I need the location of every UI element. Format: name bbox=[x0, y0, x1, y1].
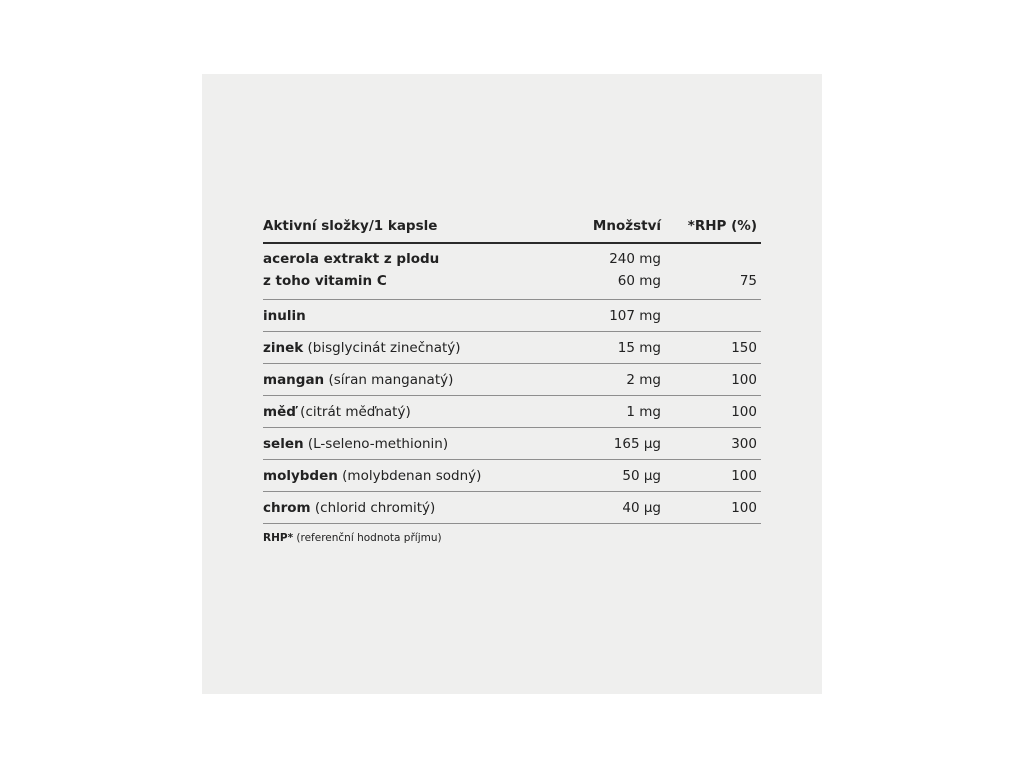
ingredient-rhp: 100 bbox=[731, 468, 757, 484]
table-header-row bbox=[263, 212, 761, 244]
ingredient-rhp: 100 bbox=[731, 404, 757, 420]
ingredient-name: mangan bbox=[263, 372, 325, 388]
ingredient-quantity: 15 mg bbox=[617, 340, 661, 356]
ingredient-subquantity: 60 mg bbox=[617, 273, 661, 289]
ingredient-name: měď bbox=[263, 404, 296, 420]
table-row bbox=[263, 364, 761, 396]
ingredients-table bbox=[263, 212, 761, 544]
footnote-text: (referenční hodnota příjmu) bbox=[293, 532, 442, 544]
ingredient-cell bbox=[263, 468, 481, 484]
ingredient-rhp: 100 bbox=[731, 372, 757, 388]
ingredient-subname: z toho vitamin C bbox=[263, 273, 387, 289]
ingredient-rhp: 150 bbox=[731, 340, 757, 356]
ingredient-quantity: 1 mg bbox=[626, 404, 661, 420]
ingredient-quantity: 165 µg bbox=[613, 436, 661, 452]
ingredient-form: (citrát měďnatý) bbox=[295, 404, 411, 420]
table-row bbox=[263, 492, 761, 524]
ingredient-quantity: 107 mg bbox=[609, 308, 661, 324]
ingredient-name: chrom bbox=[263, 500, 311, 516]
header-rhp: *RHP (%) bbox=[687, 218, 757, 234]
ingredient-name: molybden bbox=[263, 468, 338, 484]
table-row bbox=[263, 460, 761, 492]
table-row bbox=[263, 300, 761, 332]
ingredient-name: inulin bbox=[263, 308, 306, 324]
ingredient-quantity: 240 mg bbox=[609, 251, 661, 267]
ingredient-name: selen bbox=[263, 436, 304, 452]
ingredient-form: (síran manganatý) bbox=[324, 372, 454, 388]
ingredient-cell bbox=[263, 308, 306, 324]
table-row bbox=[263, 396, 761, 428]
ingredient-form: (L-seleno-methionin) bbox=[303, 436, 449, 452]
table-row bbox=[263, 332, 761, 364]
ingredient-subrhp: 75 bbox=[739, 273, 757, 289]
ingredient-form: (molybdenan sodný) bbox=[337, 468, 482, 484]
ingredient-quantity: 2 mg bbox=[626, 372, 661, 388]
ingredient-quantity: 40 µg bbox=[622, 500, 661, 516]
ingredient-quantity: 50 µg bbox=[622, 468, 661, 484]
ingredient-form: (bisglycinát zinečnatý) bbox=[303, 340, 461, 356]
ingredient-cell bbox=[263, 404, 411, 420]
ingredient-rhp: 300 bbox=[731, 436, 757, 452]
ingredient-rhp: 100 bbox=[731, 500, 757, 516]
footnote-term: RHP* bbox=[263, 532, 294, 544]
table-row-acerola bbox=[263, 244, 761, 300]
ingredient-name: acerola extrakt z plodu bbox=[263, 251, 440, 267]
ingredient-cell bbox=[263, 372, 453, 388]
ingredient-form: (chlorid chromitý) bbox=[310, 500, 436, 516]
ingredient-name: zinek bbox=[263, 340, 304, 356]
product-info-panel bbox=[202, 74, 822, 694]
table-row bbox=[263, 428, 761, 460]
ingredient-cell bbox=[263, 436, 448, 452]
ingredient-cell bbox=[263, 500, 435, 516]
header-quantity: Množství bbox=[592, 218, 661, 234]
footnote bbox=[263, 532, 761, 544]
header-ingredients: Aktivní složky/1 kapsle bbox=[263, 218, 438, 234]
ingredient-cell bbox=[263, 340, 461, 356]
